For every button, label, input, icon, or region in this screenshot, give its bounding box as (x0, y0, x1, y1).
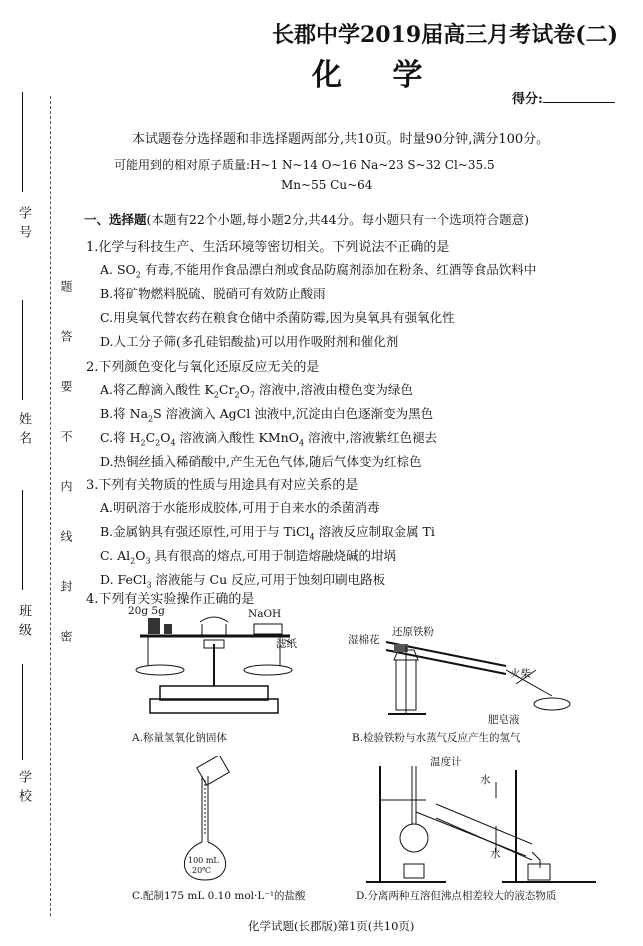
score-blank (543, 90, 615, 103)
fig-a-naoh: NaOH (248, 608, 282, 620)
question-option: B.将 $Na_2S$ 溶液滴入 AgCl 浊液中,沉淀由白色逐渐变为黑色 (100, 406, 434, 424)
seal-char: 内 (59, 480, 73, 512)
fig-b-match: 火柴 (510, 668, 531, 680)
question-option: B.金属钠具有强还原性,可用于与 TiCl$_4$ 溶液反应制取金属 Ti (100, 524, 435, 542)
class-label: 班级 (16, 604, 31, 642)
fig-a-paper: 滤纸 (276, 638, 297, 650)
question-option: A.将乙醇滴入酸性 $K_2Cr_2O_7$ 溶液中,溶液由橙色变为绿色 (100, 382, 413, 400)
fig-c-flask-label-1: 100 mL (188, 856, 219, 865)
fig-d-caption: D.分离两种互溶但沸点相差较大的液态物质 (356, 890, 557, 902)
question-option: C.将 $H_2C_2O_4$ 溶液滴入酸性 KMnO$_4$ 溶液中,溶液紫红色褪去 (100, 430, 438, 448)
figure-a-balance (120, 604, 300, 724)
fig-c-caption: C.配制175 mL 0.10 mol·L⁻¹的盐酸 (132, 890, 306, 902)
question-option: A. $SO_2$ 有毒,不能用作食品漂白剂或食品防腐剂添加在粉条、红酒等食品饮料中 (100, 262, 537, 280)
section-heading (84, 210, 529, 228)
intro-text: 本试题卷分选择题和非选择题两部分,共10页。时量90分钟,满分100分。 (132, 132, 550, 147)
fig-c-flask-label-2: 20℃ (192, 866, 212, 875)
question-option: C. $Al_2O_3$ 具有很高的熔点,可用于制造熔融烧碱的坩埚 (100, 548, 396, 566)
fig-b-caption: B.检验铁粉与水蒸气反应产生的氢气 (352, 732, 521, 744)
question-option: D. FeCl$_3$ 溶液能与 Cu 反应,可用于蚀刻印刷电路板 (100, 572, 386, 590)
name-blank (22, 300, 23, 400)
school-label: 学校 (16, 770, 31, 808)
fig-a-caption: A.称量氢氧化钠固体 (132, 732, 227, 744)
seal-char: 封 (59, 580, 73, 612)
section-title: 一、选择题 (84, 212, 147, 227)
question-stem: 1.化学与科技生产、生活环境等密切相关。下列说法不正确的是 (86, 240, 450, 255)
page-footer: 化学试题(长郡版)第1页(共10页) (248, 919, 415, 933)
question-stem: 2.下列颜色变化与氧化还原反应无关的是 (86, 360, 320, 375)
school-blank (22, 664, 23, 760)
fig-b-iron: 还原铁粉 (392, 626, 434, 638)
class-blank (22, 490, 23, 590)
seal-char: 线 (59, 530, 73, 562)
fig-b-cotton: 湿棉花 (348, 634, 380, 646)
fig-a-weights: 20g 5g (128, 605, 165, 617)
question-option: D.热铜丝插入稀硝酸中,产生无色气体,随后气体变为红棕色 (100, 454, 422, 469)
fig-d-water-out: 水 (490, 848, 501, 860)
exam-title: 长郡中学2019届高三月考试卷(二) (272, 22, 619, 48)
section-note: (本题有22个小题,每小题2分,共44分。每小题只有一个选项符合题意) (146, 212, 529, 227)
student-no-blank (22, 92, 23, 192)
student-no-label: 学号 (16, 206, 31, 244)
seal-line (50, 96, 51, 916)
question-option: A.明矾溶于水能形成胶体,可用于自来水的杀菌消毒 (100, 500, 380, 515)
fig-d-water-in: 水 (480, 774, 491, 786)
seal-char: 题 (59, 280, 73, 312)
score-label: 得分: (512, 92, 543, 107)
atomic-masses-line-2: Mn~55 Cu~64 (281, 178, 373, 192)
atomic-masses-line-1: 可能用到的相对原子质量:H~1 N~14 O~16 Na~23 S~32 Cl~35.5 (114, 158, 495, 172)
figure-d-distillation (356, 756, 596, 886)
question-stem: 4.下列有关实验操作正确的是 (86, 592, 255, 607)
seal-char: 不 (59, 430, 73, 462)
question-option: C.用臭氧代替农药在粮食仓储中杀菌防霉,因为臭氧具有强氧化性 (100, 310, 455, 325)
question-stem: 3.下列有关物质的性质与用途具有对应关系的是 (86, 478, 359, 493)
subject-title: 化 学 (312, 58, 443, 93)
score-field (512, 88, 615, 107)
fig-d-thermometer: 温度计 (430, 756, 462, 768)
fig-b-soap: 肥皂液 (488, 714, 520, 726)
question-option: B.将矿物燃料脱硫、脱硝可有效防止酸雨 (100, 286, 326, 301)
seal-char: 要 (59, 380, 73, 412)
seal-char: 密 (59, 630, 73, 662)
name-label: 姓名 (16, 412, 31, 450)
question-option: D.人工分子筛(多孔硅铝酸盐)可以用作吸附剂和催化剂 (100, 334, 399, 349)
seal-char: 答 (59, 330, 73, 362)
